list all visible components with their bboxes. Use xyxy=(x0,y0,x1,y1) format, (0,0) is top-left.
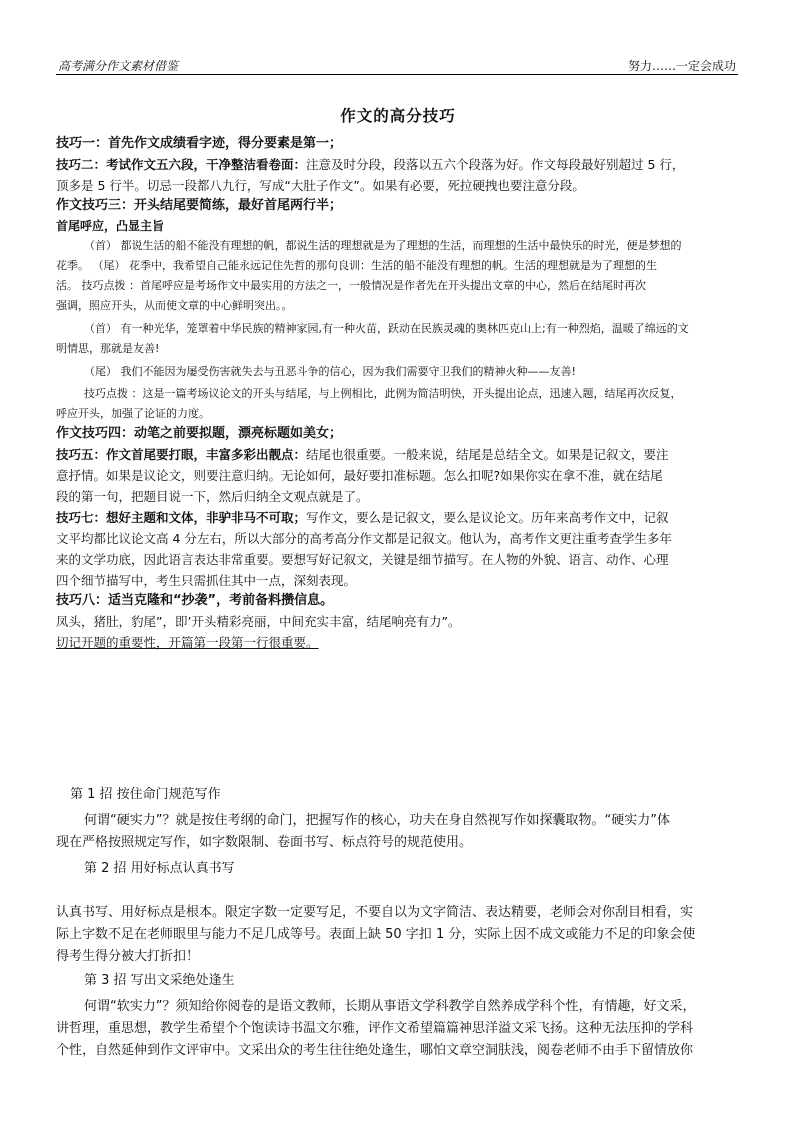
example-2-line-3: （尾） 我们不能因为屡受伤害就失去与丑恶斗争的信心，因为我们需要守卫我们的精神火种——友善! xyxy=(84,365,576,378)
header-right-text: 努力……一定会成功 xyxy=(627,59,736,73)
document-title: 作文的高分技巧 xyxy=(340,106,456,125)
tip-8-note: 切记开题的重要性，开篇第一段第一行很重要。 xyxy=(56,635,319,650)
trick-1-line-2: 现在严格按照规定写作，如字数限制、卷面书写、标点符号的规范使用。 xyxy=(56,835,473,850)
trick-3-line-2: 讲哲理，重思想，教学生希望个个饱读诗书温文尔雅，评作文希望篇篇神思洋溢文采飞扬。这种无法压抑的学科 xyxy=(56,1021,694,1036)
tip-2-body: 注意及时分段，段落以五六个段落为好。作文每段最好别超过 5 行， xyxy=(306,157,685,172)
tip-1: 技巧一：首先作文成绩看字迹，得分要素是第一； xyxy=(56,136,343,151)
tip-7 xyxy=(56,507,740,591)
tip-7-body-2: 文平均都比议论文高 4 分左右，所以大部分的高考高分作文都是记叙文。他认为，高考作文更注重考查学生多年 xyxy=(56,531,672,546)
tip-5-body-2: 意抒情。如果是议论文，则要注意归纳。无论如何，最好要扣准标题。怎么扣呢?如果你实在拿不准，就在结尾 xyxy=(56,468,663,483)
trick-2-line-2: 际上字数不足在老师眼里与能力不足几成等号。表面上缺 50 字扣 1 分，实际上因不成文或能力不足的印象会使 xyxy=(56,927,696,942)
tip-4: 作文技巧四：动笔之前要拟题，漂亮标题如美女； xyxy=(56,426,343,441)
tip-5-body: 结尾也很重要。一般来说，结尾是总结全文。如果是记叙文，要注 xyxy=(306,447,669,462)
trick-1-line-1: 何谓“硬实力”？就是按住考纲的命门，把握写作的核心，功夫在身自然视写作如探囊取物。“硬实力”体 xyxy=(84,813,670,828)
tip-2-lead: 技巧二：考试作文五六段，干净整洁看卷面： xyxy=(56,157,307,172)
tip-5 xyxy=(56,444,740,507)
page-header xyxy=(56,56,738,75)
tip-3: 作文技巧三：开头结尾要简练，最好首尾两行半； xyxy=(56,198,343,213)
example-1-line-1: （首） 都说生活的船不能没有理想的帆，都说生活的理想就是为了理想的生活，而理想的生活中最快乐的时光，便是梦想的 xyxy=(84,239,682,252)
trick-2-line-1: 认真书写、用好标点是根本。限定字数一定要写足，不要自以为文字简洁、表达精要，老师会对你刮目相看，实 xyxy=(56,905,694,920)
example-1-line-4: 强调，照应开头，从而使文章的中心鲜明突出。。 xyxy=(56,299,293,312)
trick-3-line-3: 个性，自然延伸到作文评审中。文采出众的考生往往绝处逢生，哪怕文章空洞肤浅，阅卷老师不由手下留情放你 xyxy=(56,1043,694,1058)
example-1-line-2: 花季。 （尾） 花季中，我希望自己能永远记住先哲的那句良训：生活的船不能没有理想的帆。生活的理想就是为了理想的生 xyxy=(56,259,657,272)
tip-2-body-cont: 顶多是 5 行半。切忌一段都八九行，写成“大肚子作文”。如果有必要，死拉硬拽也要注意分段。 xyxy=(56,178,585,193)
tricks-section xyxy=(56,784,740,1062)
trick-2-title: 第 2 招 用好标点认真书写 xyxy=(84,861,235,876)
example-1-line-3: 活。 技巧点拨 ：首尾呼应是考场作文中最实用的方法之一，一般情况是作者先在开头提出文章的中心，然后在结尾时再次 xyxy=(56,279,646,292)
header-left-text: 高考满分作文素材借鉴 xyxy=(58,59,179,73)
tip-7-body-4: 四个细节描写中，考生只需抓住其中一点，深刻表现。 xyxy=(56,573,357,588)
tip-2 xyxy=(56,154,740,196)
tip-7-lead: 技巧七：想好主题和文体，非驴非马不可取； xyxy=(56,510,307,525)
example-2-line-2: 明情思，那就是友善! xyxy=(56,342,160,355)
tip-8-body: 凤头，猪肚，豹尾”，即’开头精彩亮丽，中间充实丰富，结尾响亮有力”。 xyxy=(56,614,461,629)
trick-3-line-1: 何谓“软实力”？须知给你阅卷的是语文教师，长期从事语文学科教学自然养成学科个性，有情趣，好文采， xyxy=(84,999,696,1014)
example-2-line-4: 技巧点拨 ：这是一篇考场议论文的开头与结尾，与上例相比，此例为简洁明快，开头提出论点，迅速入题，结尾再次反复， xyxy=(84,387,682,400)
example-2-line-5: 呼应开头，加强了论证的力度。 xyxy=(56,407,210,420)
example-2-line-1: （首） 有一种光华，笼罩着中华民族的精神家园,有一种火苗，跃动在民族灵魂的奥林匹克山上;有一种烈焰，温暖了绵远的文 xyxy=(84,322,689,335)
document-body xyxy=(56,104,740,653)
trick-2-line-3: 得考生得分被大打折扣！ xyxy=(56,949,200,964)
tip-5-body-3: 段的第一句，把题目说一下，然后归纳全文观点就是了。 xyxy=(56,489,369,504)
tip-7-body: 写作文，要么是记叙文，要么是议论文。历年来高考作文中，记叙 xyxy=(306,510,669,525)
tip-8: 技巧八：适当克隆和“抄袭”，考前备料攒信息。 xyxy=(56,593,334,608)
trick-3-title: 第 3 招 写出文采绝处逢生 xyxy=(84,973,235,988)
trick-1-title: 第 1 招 按住命门规范写作 xyxy=(70,787,221,802)
tip-3-subtitle: 首尾呼应，凸显主旨 xyxy=(56,219,165,233)
tip-5-lead: 技巧五：作文首尾要打眼，丰富多彩出靓点： xyxy=(56,447,307,462)
tip-7-body-3: 来的文学功底，因此语言表达非常重要。要想写好记叙文，关键是细节描写。在人物的外貌、语言、动作、心理 xyxy=(56,552,669,567)
